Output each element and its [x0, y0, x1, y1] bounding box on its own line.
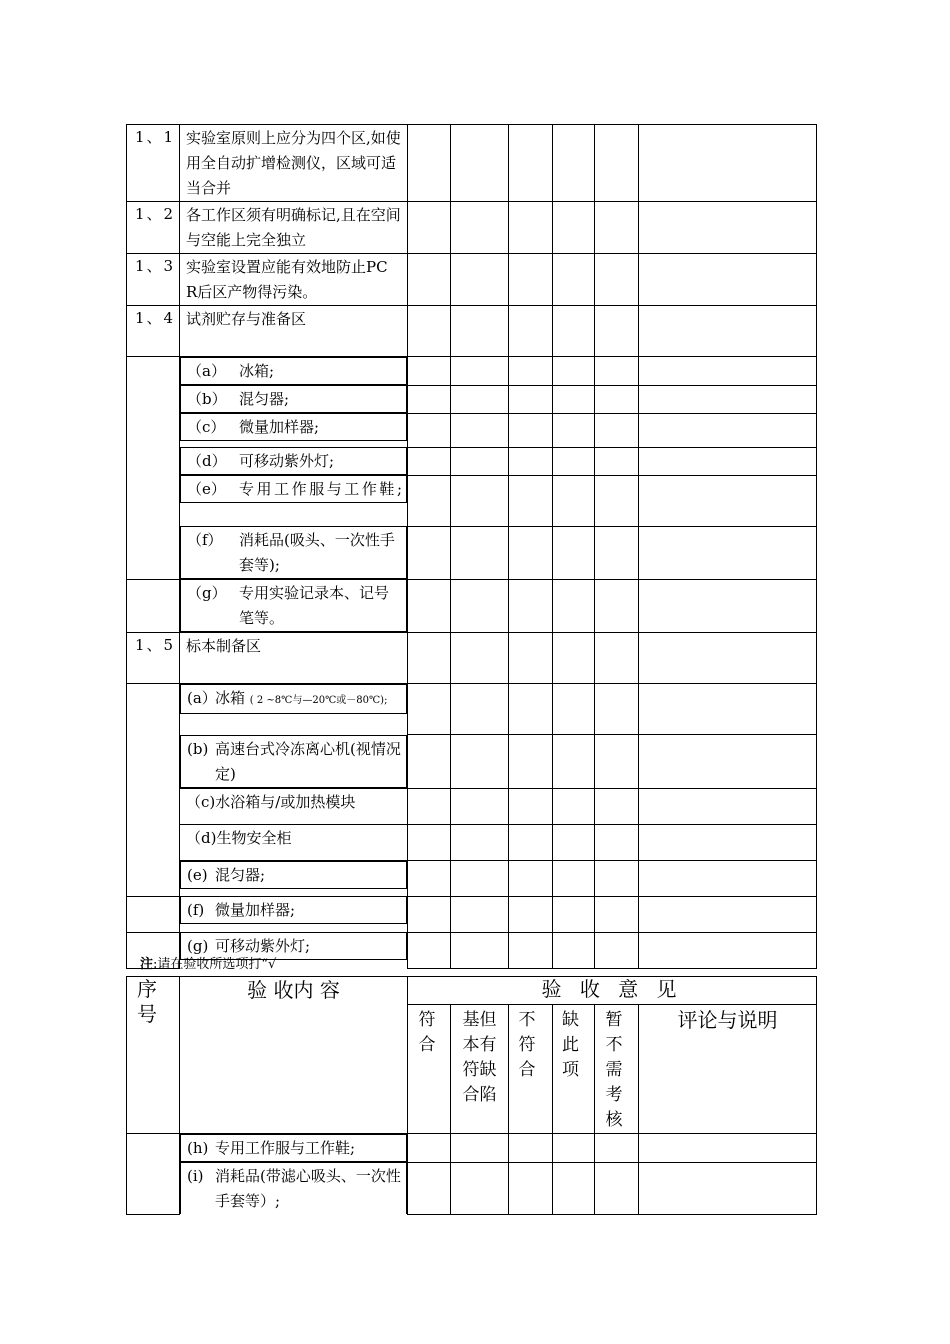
check-cell[interactable]	[451, 526, 509, 579]
check-cell[interactable]	[408, 475, 451, 526]
check-cell[interactable]	[451, 1162, 509, 1214]
check-cell[interactable]	[408, 357, 451, 386]
row-content: 实验室原则上应分为四个区,如使用全自动扩增检测仪，区域可适当合并	[180, 125, 408, 202]
check-cell[interactable]	[553, 788, 595, 824]
check-cell[interactable]	[451, 860, 509, 896]
check-cell[interactable]	[509, 447, 553, 475]
check-cell[interactable]	[451, 684, 509, 735]
check-cell[interactable]	[509, 1162, 553, 1214]
row-number: 1、1	[127, 125, 180, 202]
check-cell[interactable]	[553, 896, 595, 932]
check-cell[interactable]	[553, 526, 595, 579]
comment-cell[interactable]	[639, 202, 817, 254]
check-cell[interactable]	[509, 254, 553, 306]
check-cell[interactable]	[408, 306, 451, 357]
check-cell[interactable]	[553, 579, 595, 633]
footnote: 注:请在验收所选项打“√	[140, 957, 277, 972]
check-cell[interactable]	[408, 1162, 451, 1214]
table-row	[127, 385, 817, 413]
check-cell[interactable]	[451, 306, 509, 357]
check-cell[interactable]	[451, 447, 509, 475]
check-cell[interactable]	[595, 385, 639, 413]
check-cell[interactable]	[408, 254, 451, 306]
check-cell[interactable]	[509, 475, 553, 526]
header-seq: 序号	[127, 977, 180, 1134]
check-cell[interactable]	[408, 202, 451, 254]
row-number: 1、2	[127, 202, 180, 254]
comment-cell[interactable]	[639, 633, 817, 684]
check-cell[interactable]	[595, 413, 639, 447]
check-cell[interactable]	[553, 475, 595, 526]
check-cell[interactable]	[553, 932, 595, 968]
table-row	[127, 788, 817, 824]
check-cell[interactable]	[451, 788, 509, 824]
check-cell[interactable]	[595, 475, 639, 526]
row-content: (g) 可移动紫外灯;	[180, 932, 407, 960]
check-cell[interactable]	[451, 579, 509, 633]
check-cell[interactable]	[553, 202, 595, 254]
check-cell[interactable]	[509, 306, 553, 357]
check-cell[interactable]	[408, 788, 451, 824]
check-cell[interactable]	[509, 125, 553, 202]
comment-cell[interactable]	[639, 447, 817, 475]
table-row	[127, 824, 817, 860]
check-cell[interactable]	[509, 824, 553, 860]
row-content: 实验室设置应能有效地防止PC R后区产物得污染。	[180, 254, 408, 306]
check-cell[interactable]	[509, 579, 553, 633]
row-number: 1、5	[127, 633, 180, 684]
check-cell[interactable]	[553, 860, 595, 896]
check-cell[interactable]	[509, 202, 553, 254]
table-row	[127, 526, 817, 579]
check-cell[interactable]	[451, 896, 509, 932]
comment-cell[interactable]	[639, 788, 817, 824]
check-cell[interactable]	[553, 633, 595, 684]
row-number: 1、3	[127, 254, 180, 306]
check-cell[interactable]	[595, 633, 639, 684]
empty-number-cell	[127, 684, 180, 897]
empty-number-cell	[127, 357, 180, 580]
check-cell[interactable]	[408, 447, 451, 475]
row-content: （d)生物安全柜	[180, 824, 408, 860]
row-content: （b） 混匀器;	[180, 385, 407, 413]
check-cell[interactable]	[553, 413, 595, 447]
row-content: (i) 消耗品(带滤心吸头、一次性手套等）;	[180, 1162, 407, 1214]
check-cell[interactable]	[553, 1162, 595, 1214]
comment-cell[interactable]	[639, 125, 817, 202]
table-row	[127, 1134, 817, 1163]
check-cell[interactable]	[595, 788, 639, 824]
check-cell[interactable]	[595, 1162, 639, 1214]
row-content: （c)水浴箱与/或加热模块	[180, 788, 408, 824]
check-cell[interactable]	[451, 413, 509, 447]
row-content: （e） 专用工作服与工作鞋;	[180, 475, 407, 503]
check-cell[interactable]	[595, 860, 639, 896]
acceptance-table-2	[126, 976, 817, 1215]
check-cell[interactable]	[509, 413, 553, 447]
comment-cell[interactable]	[639, 385, 817, 413]
check-cell[interactable]	[595, 254, 639, 306]
table-row	[127, 896, 817, 932]
check-cell[interactable]	[553, 254, 595, 306]
check-cell[interactable]	[451, 735, 509, 789]
table-row	[127, 1162, 817, 1214]
check-cell[interactable]	[553, 735, 595, 789]
check-cell[interactable]	[509, 932, 553, 968]
table-row	[127, 202, 817, 254]
check-cell[interactable]	[509, 735, 553, 789]
section-title: 标本制备区	[180, 633, 408, 684]
check-cell[interactable]	[595, 579, 639, 633]
check-cell[interactable]	[451, 125, 509, 202]
check-cell[interactable]	[553, 824, 595, 860]
row-content: （a） 冰箱;	[180, 357, 407, 385]
acceptance-table-1	[126, 124, 817, 969]
empty-number-cell	[127, 579, 180, 633]
check-cell[interactable]	[509, 896, 553, 932]
header-col-basic: 基但本有符缺合陷	[451, 1005, 509, 1134]
check-cell[interactable]	[595, 202, 639, 254]
check-cell[interactable]	[408, 860, 451, 896]
check-cell[interactable]	[595, 684, 639, 735]
table-row	[127, 413, 817, 447]
check-cell[interactable]	[451, 254, 509, 306]
check-cell[interactable]	[451, 202, 509, 254]
header-col-comments: 评论与说明	[639, 1005, 817, 1134]
check-cell[interactable]	[451, 633, 509, 684]
row-content: (h) 专用工作服与工作鞋;	[180, 1134, 407, 1162]
check-cell[interactable]	[553, 684, 595, 735]
row-number: 1、4	[127, 306, 180, 357]
check-cell[interactable]	[595, 125, 639, 202]
comment-cell[interactable]	[639, 932, 817, 968]
header-content: 验 收内 容	[180, 977, 408, 1134]
table-row	[127, 735, 817, 789]
comment-cell[interactable]	[639, 475, 817, 526]
table-row	[127, 306, 817, 357]
row-content: (a） 冰箱 ( 2 ~8℃与—20℃或－80℃);	[180, 684, 407, 714]
comment-cell[interactable]	[639, 684, 817, 735]
check-cell[interactable]	[451, 1134, 509, 1163]
check-cell[interactable]	[408, 1134, 451, 1163]
header-col-noncomply: 不符合	[509, 1005, 553, 1134]
check-cell[interactable]	[451, 475, 509, 526]
table-row	[127, 475, 817, 526]
comment-cell[interactable]	[639, 1162, 817, 1214]
check-cell[interactable]	[408, 824, 451, 860]
check-cell[interactable]	[595, 1134, 639, 1163]
check-cell[interactable]	[509, 385, 553, 413]
check-cell[interactable]	[408, 125, 451, 202]
empty-number-cell	[127, 896, 180, 932]
table-row	[127, 447, 817, 475]
check-cell[interactable]	[408, 526, 451, 579]
comment-cell[interactable]	[639, 357, 817, 386]
check-cell[interactable]	[595, 896, 639, 932]
table-row	[127, 125, 817, 202]
check-cell[interactable]	[408, 735, 451, 789]
check-cell[interactable]	[509, 526, 553, 579]
row-content: (e) 混匀器;	[180, 861, 407, 889]
header-col-missing: 缺此项	[553, 1005, 595, 1134]
comment-cell[interactable]	[639, 1134, 817, 1163]
check-cell[interactable]	[595, 824, 639, 860]
header-row	[127, 977, 817, 1005]
table-row	[127, 633, 817, 684]
check-cell[interactable]	[509, 684, 553, 735]
check-cell[interactable]	[408, 896, 451, 932]
check-cell[interactable]	[553, 125, 595, 202]
table-row	[127, 684, 817, 735]
comment-cell[interactable]	[639, 306, 817, 357]
check-cell[interactable]	[553, 306, 595, 357]
comment-cell[interactable]	[639, 735, 817, 789]
comment-cell[interactable]	[639, 896, 817, 932]
check-cell[interactable]	[595, 447, 639, 475]
check-cell[interactable]	[595, 306, 639, 357]
check-cell[interactable]	[408, 413, 451, 447]
header-col-comply: 符合	[408, 1005, 451, 1134]
check-cell[interactable]	[595, 357, 639, 386]
comment-cell[interactable]	[639, 860, 817, 896]
row-content: (b) 高速台式冷冻离心机(视情况定)	[180, 735, 407, 788]
check-cell[interactable]	[553, 357, 595, 386]
comment-cell[interactable]	[639, 526, 817, 579]
row-content: （g） 专用实验记录本、记号笔等。	[180, 579, 407, 632]
check-cell[interactable]	[595, 735, 639, 789]
check-cell[interactable]	[509, 1134, 553, 1163]
table-row	[127, 357, 817, 386]
empty-number-cell	[127, 1134, 180, 1215]
check-cell[interactable]	[451, 385, 509, 413]
table-row	[127, 254, 817, 306]
check-cell[interactable]	[408, 932, 451, 968]
comment-cell[interactable]	[639, 579, 817, 633]
check-cell[interactable]	[553, 385, 595, 413]
check-cell[interactable]	[553, 447, 595, 475]
check-cell[interactable]	[595, 526, 639, 579]
check-cell[interactable]	[509, 860, 553, 896]
check-cell[interactable]	[408, 579, 451, 633]
comment-cell[interactable]	[639, 254, 817, 306]
check-cell[interactable]	[451, 357, 509, 386]
check-cell[interactable]	[509, 788, 553, 824]
row-content: （f） 消耗品(吸头、一次性手套等);	[180, 526, 407, 579]
check-cell[interactable]	[408, 684, 451, 735]
row-content: (f) 微量加样器;	[180, 896, 407, 924]
row-content: （c） 微量加样器;	[180, 413, 407, 441]
comment-cell[interactable]	[639, 824, 817, 860]
check-cell[interactable]	[509, 633, 553, 684]
check-cell[interactable]	[509, 357, 553, 386]
header-col-exempt: 暂不需考核	[595, 1005, 639, 1134]
section-title: 试剂贮存与准备区	[180, 306, 408, 357]
header-opinion: 验 收 意 见	[408, 977, 817, 1005]
table-row	[127, 860, 817, 896]
table-row	[127, 579, 817, 633]
check-cell[interactable]	[408, 633, 451, 684]
check-cell[interactable]	[553, 1134, 595, 1163]
check-cell[interactable]	[408, 385, 451, 413]
row-content: 各工作区须有明确标记,且在空间与空能上完全独立	[180, 202, 408, 254]
comment-cell[interactable]	[639, 413, 817, 447]
row-content: （d） 可移动紫外灯;	[180, 447, 407, 475]
check-cell[interactable]	[595, 932, 639, 968]
check-cell[interactable]	[451, 824, 509, 860]
check-cell[interactable]	[451, 932, 509, 968]
